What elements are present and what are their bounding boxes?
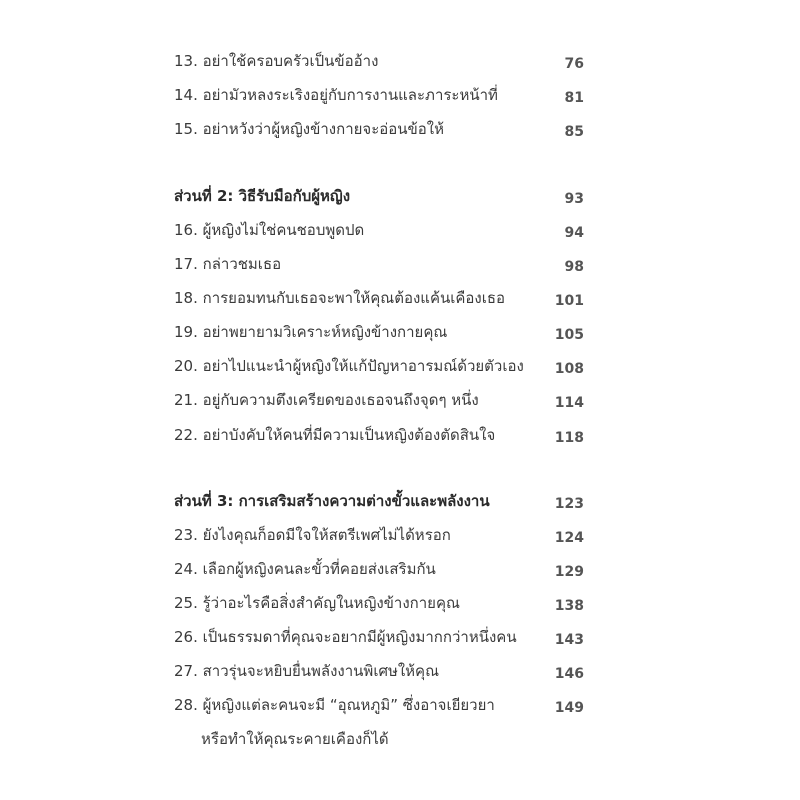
toc-entry-title-continuation: หรือทำให้คุณระคายเคืองก็ได้	[201, 730, 389, 748]
toc-entry-21[interactable]	[0, 389, 800, 423]
toc-entry-title: 19. อย่าพยายามวิเคราะห์หญิงข้างกายคุณ	[174, 323, 448, 341]
toc-entry-title: 27. สาวรุ่นจะหยิบยื่นพลังงานพิเศษให้คุณ	[174, 662, 440, 680]
toc-entry-page: 94	[564, 225, 584, 241]
toc-section-title: ส่วนที่ 2: วิธีรับมือกับผู้หญิง	[174, 187, 351, 205]
toc-entry-page: 118	[554, 430, 584, 446]
toc-section-title: ส่วนที่ 3: การเสริมสร้างความต่างขั้วและพลังงาน	[174, 492, 490, 510]
toc-entry-24[interactable]	[0, 558, 800, 592]
toc-entry-page: 146	[554, 666, 584, 682]
toc-entry-22[interactable]	[0, 424, 800, 458]
toc-entry-20[interactable]	[0, 355, 800, 389]
toc-entry-page: 81	[564, 90, 584, 106]
toc-entry-title: 16. ผู้หญิงไม่ใช่คนชอบพูดปด	[174, 221, 365, 239]
toc-entry-25[interactable]	[0, 592, 800, 626]
toc-entry-page: 85	[564, 124, 584, 140]
toc-entry-title: 15. อย่าหวังว่าผู้หญิงข้างกายจะอ่อนข้อให้	[174, 120, 444, 138]
toc-entry-page: 138	[554, 598, 584, 614]
toc-entry-page: 129	[554, 564, 584, 580]
toc-entry-page: 149	[554, 700, 584, 716]
toc-entry-page: 143	[554, 632, 584, 648]
toc-entry-title: 22. อย่าบังคับให้คนที่มีความเป็นหญิงต้องตัดสินใจ	[174, 426, 496, 444]
toc-section-2[interactable]	[0, 185, 800, 219]
toc-entry-28[interactable]	[0, 694, 800, 764]
toc-entry-page: 76	[564, 56, 584, 72]
toc-entry-title: 28. ผู้หญิงแต่ละคนจะมี “อุณหภูมิ” ซึ่งอาจเยียวยา	[174, 696, 495, 714]
toc-entry-page: 101	[554, 293, 584, 309]
toc-entry-23[interactable]	[0, 524, 800, 558]
toc-entry-title: 13. อย่าใช้ครอบครัวเป็นข้ออ้าง	[174, 52, 379, 70]
toc-entry-14[interactable]	[0, 84, 800, 118]
toc-entry-title: 18. การยอมทนกับเธอจะพาให้คุณต้องแค้นเคืองเธอ	[174, 289, 506, 307]
toc-entry-title: 23. ยังไงคุณก็อดมีใจให้สตรีเพศไม่ได้หรอก	[174, 526, 451, 544]
toc-section-3[interactable]	[0, 490, 800, 524]
toc-entry-page: 114	[554, 395, 584, 411]
toc-section-page: 93	[564, 191, 584, 207]
toc-entry-26[interactable]	[0, 626, 800, 660]
toc-entry-19[interactable]	[0, 321, 800, 355]
toc-entry-page: 108	[554, 361, 584, 377]
toc-entry-17[interactable]	[0, 253, 800, 287]
toc-entry-15[interactable]	[0, 118, 800, 152]
toc-entry-title-wrap	[174, 694, 554, 750]
toc-entry-18[interactable]	[0, 287, 800, 321]
toc-entry-title: 14. อย่ามัวหลงระเริงอยู่กับการงานและภาระหน้าที่	[174, 86, 498, 104]
toc-section-page: 123	[554, 496, 584, 512]
toc-entry-title: 25. รู้ว่าอะไรคือสิ่งสำคัญในหญิงข้างกายคุณ	[174, 594, 460, 612]
toc-entry-title: 24. เลือกผู้หญิงคนละขั้วที่คอยส่งเสริมกัน	[174, 560, 436, 578]
toc-entry-title: 17. กล่าวชมเธอ	[174, 255, 282, 273]
toc-entry-title: 26. เป็นธรรมดาที่คุณจะอยากมีผู้หญิงมากกว่าหนึ่งคน	[174, 628, 517, 646]
toc-entry-page: 105	[554, 327, 584, 343]
toc-entry-27[interactable]	[0, 660, 800, 694]
toc-entry-page: 98	[564, 259, 584, 275]
toc-entry-16[interactable]	[0, 219, 800, 253]
toc-entry-page: 124	[554, 530, 584, 546]
toc-entry-13[interactable]	[0, 50, 800, 84]
toc-entry-title: 21. อยู่กับความตึงเครียดของเธอจนถึงจุดๆ หนึ่ง	[174, 391, 479, 409]
toc-entry-title: 20. อย่าไปแนะนำผู้หญิงให้แก้ปัญหาอารมณ์ด้วยตัวเอง	[174, 357, 524, 375]
